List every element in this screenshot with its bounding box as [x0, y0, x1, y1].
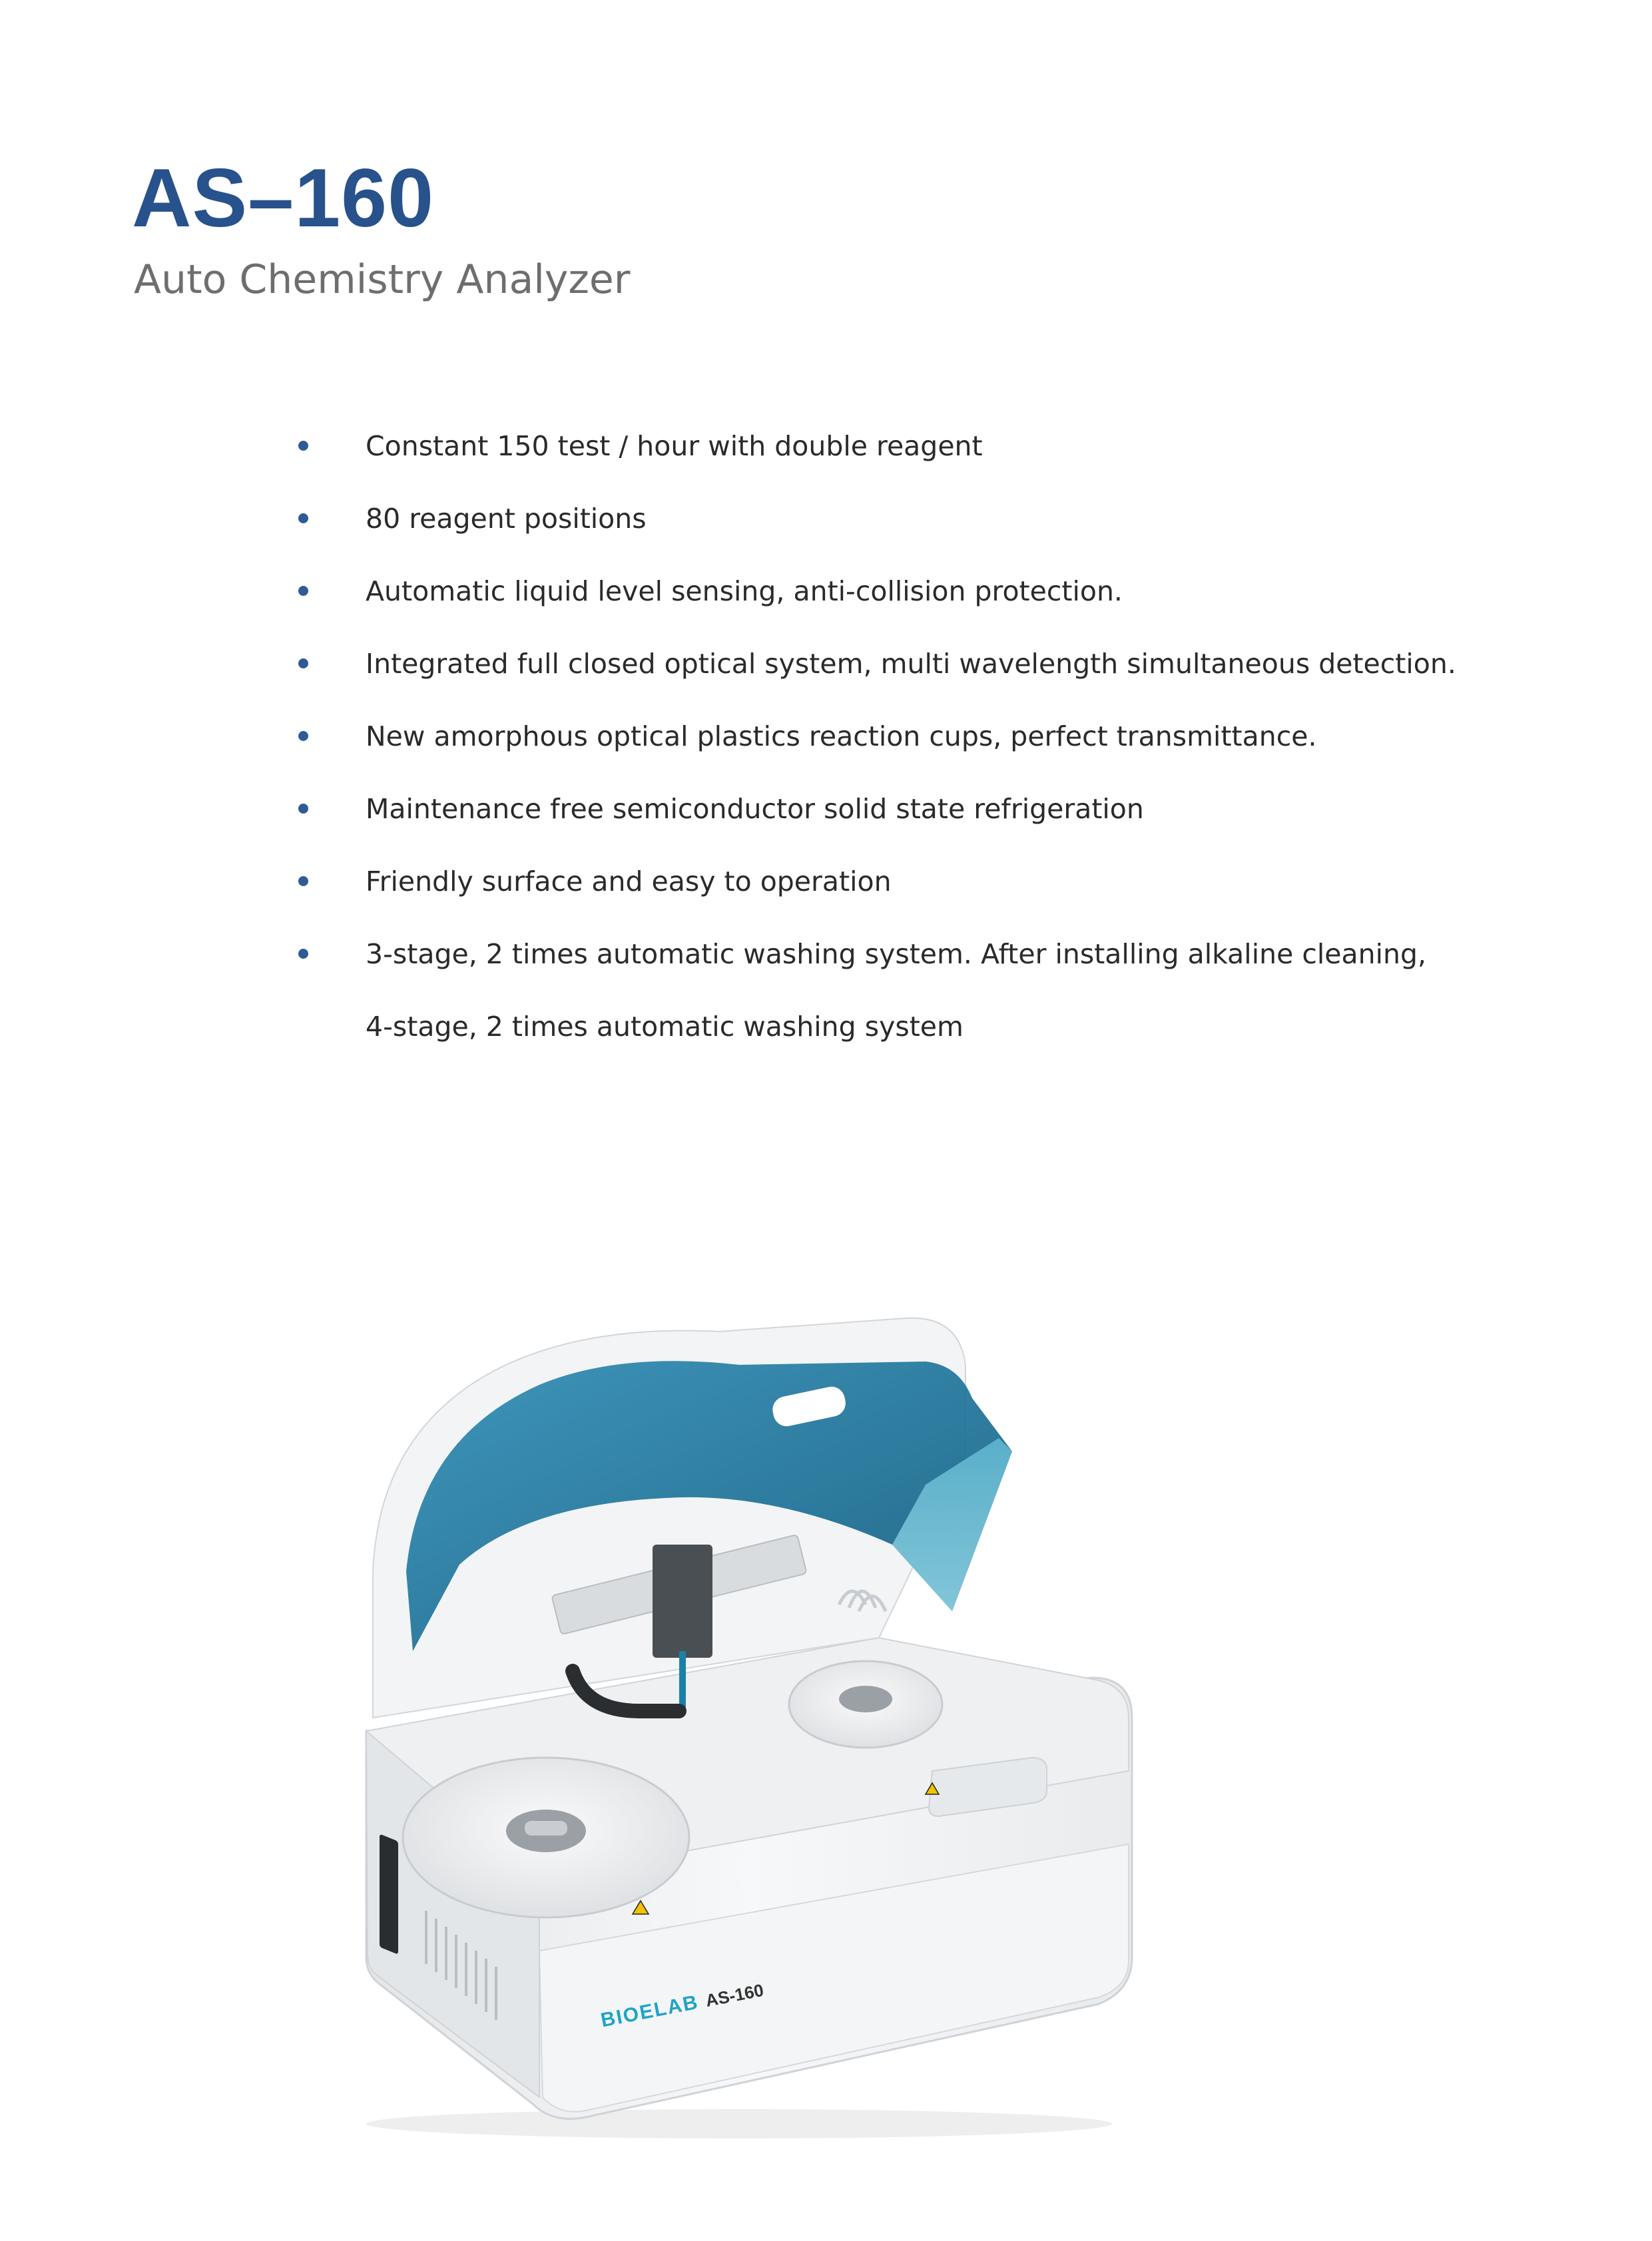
model-label-text: AS-160 [703, 1979, 766, 2011]
feature-item [296, 918, 1495, 1063]
bullet-icon [298, 513, 308, 523]
feature-text: Maintenance free semiconductor solid state refrigeration [366, 793, 1144, 825]
feature-text-continuation: 4-stage, 2 times automatic washing system [366, 1011, 964, 1043]
feature-text: Integrated full closed optical system, multi wavelength simultaneous detection. [366, 648, 1456, 680]
analyzer-product-image [306, 1172, 1172, 2144]
product-model-title: AS–160 [132, 152, 435, 244]
feature-item [296, 410, 1495, 483]
feature-item [296, 628, 1495, 700]
bullet-icon [298, 804, 308, 814]
bullet-icon [298, 731, 308, 741]
feature-item [296, 483, 1495, 555]
sample-tray-cap [839, 1686, 892, 1712]
bullet-icon [298, 876, 308, 886]
feature-text: 3-stage, 2 times automatic washing system. After installing alkaline cleaning, [366, 938, 1427, 970]
probe-needle [679, 1651, 686, 1711]
feature-text: 80 reagent positions [366, 503, 647, 535]
feature-text: Automatic liquid level sensing, anti-collision protection. [366, 575, 1123, 607]
feature-item [296, 773, 1495, 846]
feature-text: New amorphous optical plastics reaction cups, perfect transmittance. [366, 720, 1317, 752]
feature-item [296, 846, 1495, 918]
probe-head [653, 1545, 712, 1658]
floor-shadow [366, 2109, 1112, 2138]
bullet-icon [298, 949, 308, 959]
feature-list [296, 410, 1495, 1063]
feature-item [296, 700, 1495, 773]
brand-label-text: BIOELAB [599, 1991, 701, 2032]
product-type-subtitle: Auto Chemistry Analyzer [134, 256, 631, 303]
feature-text: Constant 150 test / hour with double reagent [366, 430, 983, 462]
side-display-slot [380, 1834, 398, 1954]
feature-text: Friendly surface and easy to operation [366, 866, 892, 897]
feature-item [296, 555, 1495, 628]
reagent-tray-handle [525, 1821, 567, 1836]
bullet-icon [298, 658, 308, 668]
bullet-icon [298, 586, 308, 596]
bullet-icon [298, 441, 308, 451]
